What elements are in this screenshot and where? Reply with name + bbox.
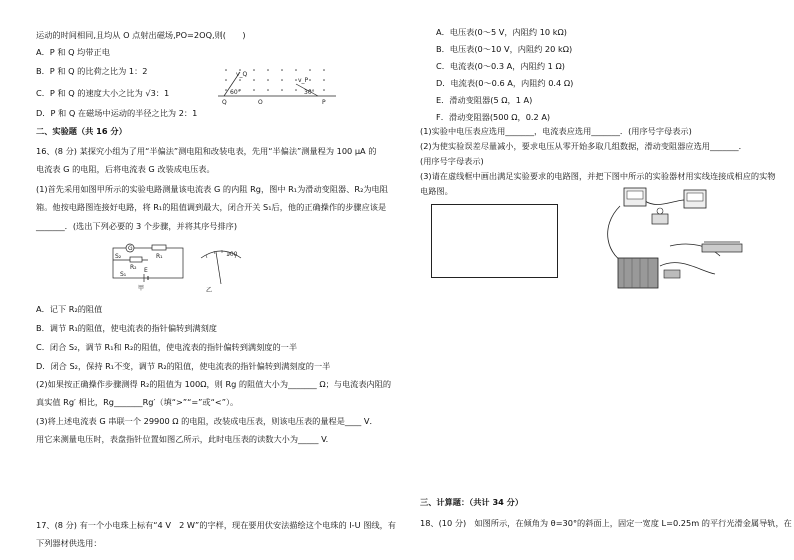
equipment-a: A．电压表(0～5 V，内阻约 10 kΩ) bbox=[436, 27, 567, 37]
fig15-label-o: O bbox=[258, 99, 263, 106]
fig15-label-q: Q bbox=[222, 99, 227, 106]
circuit-label-s1: S₁ bbox=[120, 271, 127, 278]
q15-tail: 运动的时间相同,且均从 O 点射出磁场,PO=2OQ,则( ) bbox=[36, 30, 246, 40]
circuit-label-r1: R₁ bbox=[156, 253, 163, 260]
equipment-e: E．滑动变阻器(5 Ω，1 A) bbox=[436, 95, 533, 105]
q16-line-3: (1)首先采用如图甲所示的实验电路测量该电流表 G 的内阻 Rg，图中 R₁为滑动变阻器、R₂为电阻 bbox=[36, 184, 388, 194]
fig15-label-p: P bbox=[322, 99, 326, 106]
section-2-heading: 二、实验题（共 16 分） bbox=[36, 126, 127, 136]
q16-step-c: C．闭合 S₂，调节 R₁和 R₂的阻值，使电流表的指针偏转到满刻度的一半 bbox=[36, 342, 298, 352]
circuit-label-g: G bbox=[128, 245, 133, 252]
q16-part-2-line-1: (2)如果按正确操作步骤测得 R₂的阻值为 100Ω，则 Rg 的阻值大小为_______ Ω；与电流表内阻的 bbox=[36, 379, 392, 389]
q17-question-2: (2)为使实验误差尽量减小，要求电压从零开始多取几组数据，滑动变阻器应选用_______． bbox=[420, 141, 747, 151]
q17-question-2b: (用序号字母表示) bbox=[420, 156, 484, 166]
fig15-label-vq: v_Q bbox=[236, 71, 248, 78]
q16-part-3-line-1: (3)将上述电流表 G 串联一个 29900 Ω 的电阻，改装成电压表，则该电压表的量程是____ V． bbox=[36, 416, 378, 426]
q15-option-b: B．P 和 Q 的比荷之比为 1：2 bbox=[36, 66, 148, 76]
q17-question-1: (1)实验中电压表应选用_______，电流表应选用_______．(用序号字母表示) bbox=[420, 126, 692, 136]
circuit-label-s2: S₂ bbox=[115, 253, 122, 260]
circuit-label-e: E bbox=[144, 267, 148, 274]
q16-line-5: _______．(选出下列必要的 3 个步骤，并将其序号排序) bbox=[36, 221, 238, 231]
q16-part-2-line-2: 真实值 Rg′ 相比，Rg_______Rg′（填“>”“=”或“<”）。 bbox=[36, 397, 239, 407]
circuit-label-jia: 甲 bbox=[138, 285, 145, 292]
circuit-label-r2: R₂ bbox=[130, 264, 137, 271]
equipment-c: C．电流表(0～0.3 A，内阻约 1 Ω) bbox=[436, 61, 565, 71]
meter-label-scale: 100 bbox=[226, 251, 238, 258]
equipment-b: B．电压表(0～10 V，内阻约 20 kΩ) bbox=[436, 44, 573, 54]
q16-step-b: B．调节 R₁的阻值，使电流表的指针偏转到满刻度 bbox=[36, 323, 217, 333]
q16-line-2: 电流表 G 的电阻，后将电流表 G 改装成电压表。 bbox=[36, 164, 215, 174]
equipment-f: F．滑动变阻器(500 Ω，0.2 A) bbox=[436, 112, 551, 122]
fig15-label-angle1: 60° bbox=[230, 89, 241, 96]
apparatus-illustration bbox=[600, 186, 760, 296]
q17-line-2: 下列器材供选用： bbox=[36, 538, 102, 548]
q18-line-1: 18、(10 分) 如图所示，在倾角为 θ=30°的斜面上，固定一宽度 L=0.25m 的平行光滑金属导轨，在 bbox=[420, 518, 792, 528]
q16-step-a: A．记下 R₂的阻值 bbox=[36, 304, 103, 314]
equipment-d: D．电流表(0～0.6 A，内阻约 0.4 Ω) bbox=[436, 78, 574, 88]
magnetic-field-figure bbox=[218, 64, 338, 104]
q15-option-c: C．P 和 Q 的速度大小之比为 √3：1 bbox=[36, 88, 170, 98]
meter-dial-yi bbox=[196, 244, 246, 294]
q16-line-1: 16、(8 分) 某探究小组为了用“半偏法”测电阻和改装电表，先用“半偏法”测量程为 100 μA 的 bbox=[36, 146, 377, 156]
q17-question-3b: 电路图。 bbox=[420, 186, 453, 196]
circuit-drawing-box bbox=[431, 204, 558, 278]
circuit-diagram-jia bbox=[108, 240, 198, 290]
fig15-label-vp: v_P bbox=[298, 77, 309, 84]
q15-option-d: D．P 和 Q 在磁场中运动的半径之比为 2：1 bbox=[36, 108, 198, 118]
section-3-heading: 三、计算题：（共计 34 分） bbox=[420, 497, 524, 507]
q17-question-3: (3)请在虚线框中画出满足实验要求的电路图，并把下图中所示的实验器材用实线连接成相应的实物 bbox=[420, 171, 776, 181]
fig15-label-angle2: 30° bbox=[304, 89, 315, 96]
q17-line-1: 17、(8 分) 有一个小电珠上标有“4 V 2 W”的字样，现在要用伏安法描绘这个电珠的 I-U 图线，有 bbox=[36, 520, 396, 530]
q15-option-a: A．P 和 Q 均带正电 bbox=[36, 47, 110, 57]
q16-step-d: D．闭合 S₂，保持 R₁不变，调节 R₂的阻值，使电流表的指针偏转到满刻度的一半 bbox=[36, 361, 331, 371]
meter-label-yi: 乙 bbox=[206, 287, 213, 294]
q16-part-3-line-2: 用它来测量电压时，表盘指针位置如图乙所示，此时电压表的读数大小为_____ V. bbox=[36, 434, 329, 444]
q16-line-4: 箱。他按电路图连接好电路，将 R₁的阻值调到最大，闭合开关 S₁后，他的正确操作的步骤应该是 bbox=[36, 202, 387, 212]
